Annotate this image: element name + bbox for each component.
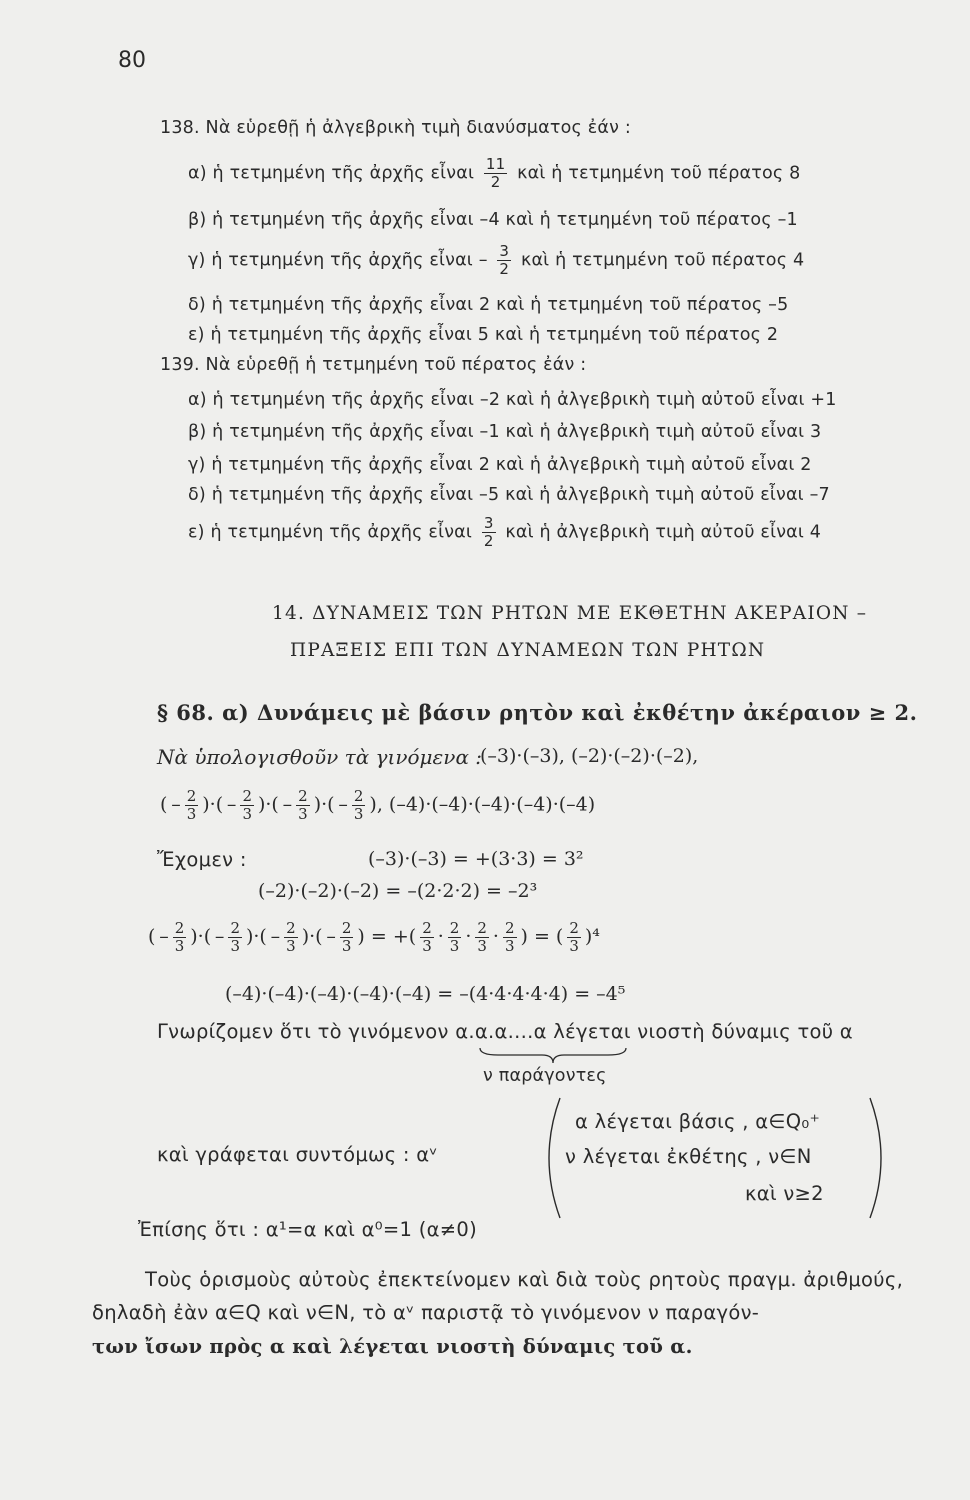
exercise-138-b: β) ἡ τετμημένη τῆς ἀρχῆς εἶναι –4 καὶ ἡ τετμημένη τοῦ πέρατος –1 [188, 210, 798, 230]
definition-written: καὶ γράφεται συντόμως : αᵛ [157, 1143, 438, 1166]
result-4: (–4)·(–4)·(–4)·(–4)·(–4) = –(4·4·4·4·4) = –4⁵ [225, 983, 626, 1005]
results-label: Ἔχομεν : [157, 848, 247, 871]
page-number: 80 [118, 48, 146, 73]
closing-line3: των ἴσων πρὸς α καὶ λέγεται νιοστὴ δύναμις τοῦ α. [92, 1335, 693, 1358]
compute-label: Νὰ ὑπολογισθοῦν τὰ γινόμενα : [157, 745, 483, 769]
fraction: $\frac{11}{2}$ [485, 155, 506, 191]
exercise-138-c: γ) ἡ τετμημένη τῆς ἀρχῆς εἶναι – $\frac{3}{2}$ καὶ ἡ τετμημένη τοῦ πέρατος 4 [188, 242, 805, 278]
right-paren [866, 1095, 896, 1221]
exercise-138-e: ε) ἡ τετμημένη τῆς ἀρχῆς εἶναι 5 καὶ ἡ τετμημένη τοῦ πέρατος 2 [188, 325, 779, 345]
definition-base: α λέγεται βάσις , α∈Q₀⁺ [575, 1110, 821, 1133]
exercise-139-c: γ) ἡ τετμημένη τῆς ἀρχῆς εἶναι 2 καὶ ἡ ἀλγεβρικὴ τιμὴ αὐτοῦ εἶναι 2 [188, 455, 812, 475]
fraction: $\frac{3}{2}$ [499, 242, 510, 278]
exercise-139-d: δ) ἡ τετμημένη τῆς ἀρχῆς εἶναι –5 καὶ ἡ ἀλγεβρικὴ τιμὴ αὐτοῦ εἶναι –7 [188, 485, 830, 505]
definition-known: Γνωρίζομεν ὅτι τὸ γινόμενον α.α.α....α λέγεται νιοστὴ δύναμις τοῦ α [157, 1020, 853, 1043]
compute-row2: ( – $\frac{2}{3}$ )·( – $\frac{2}{3}$ )·( – $\frac{2}{3}$ )·( – $\frac{2}{3}$ ), (–4)·(–4)·(–4)·(–4)·(–4) [160, 787, 596, 823]
result-1: (–3)·(–3) = +(3·3) = 3² [368, 848, 584, 870]
exercise-138-a: α) ἡ τετμημένη τῆς ἀρχῆς εἶναι $\frac{11}{2}$ καὶ ἡ τετμημένη τοῦ πέρατος 8 [188, 155, 801, 191]
exercise-139-e: ε) ἡ τετμημένη τῆς ἀρχῆς εἶναι $\frac{3}{2}$ καὶ ἡ ἀλγεβρικὴ τιμὴ αὐτοῦ εἶναι 4 [188, 514, 822, 550]
definition-condition: καὶ ν≥2 [745, 1182, 824, 1205]
definition-also: Ἐπίσης ὅτι : α¹=α καὶ α⁰=1 (α≠0) [138, 1218, 478, 1241]
exercise-139-intro: 139. Νὰ εὑρεθῇ ἡ τετμημένη τοῦ πέρατος ἐάν : [160, 355, 587, 375]
closing-line1: Τοὺς ὁρισμοὺς αὐτοὺς ἐπεκτείνομεν καὶ διὰ τοὺς ρητοὺς πραγμ. ἀριθμούς, [145, 1268, 904, 1291]
exercise-138-intro: 138. Νὰ εὑρεθῇ ἡ ἀλγεβρικὴ τιμὴ διανύσματος ἐάν : [160, 118, 631, 138]
fraction: $\frac{3}{2}$ [483, 514, 494, 550]
chapter-heading-line1: 14. ΔΥΝΑΜΕΙΣ ΤΩΝ ΡΗΤΩΝ ΜΕ ΕΚΘΕΤΗΝ ΑΚΕΡΑΙΟΝ – [272, 603, 868, 624]
section-title: § 68. α) Δυνάμεις μὲ βάσιν ρητὸν καὶ ἐκθέτην ἀκέραιον ≥ 2. [157, 700, 918, 725]
underbrace [478, 1046, 628, 1066]
result-2: (–2)·(–2)·(–2) = –(2·2·2) = –2³ [258, 880, 538, 902]
chapter-heading-line2: ΠΡΑΞΕΙΣ ΕΠΙ ΤΩΝ ΔΥΝΑΜΕΩΝ ΤΩΝ ΡΗΤΩΝ [290, 640, 766, 661]
closing-line2: δηλαδὴ ἐὰν α∈Q καὶ ν∈N, τὸ αᵛ παριστᾷ τὸ γινόμενον ν παραγόν- [92, 1301, 760, 1324]
factors-label: ν παράγοντες [483, 1066, 607, 1086]
left-paren [534, 1095, 564, 1221]
exercise-139-b: β) ἡ τετμημένη τῆς ἀρχῆς εἶναι –1 καὶ ἡ ἀλγεβρικὴ τιμὴ αὐτοῦ εἶναι 3 [188, 422, 822, 442]
exercise-139-a: α) ἡ τετμημένη τῆς ἀρχῆς εἶναι –2 καὶ ἡ ἀλγεβρικὴ τιμὴ αὐτοῦ εἶναι +1 [188, 390, 837, 410]
result-3: ( – $\frac{2}{3}$ )·( – $\frac{2}{3}$ )·( – $\frac{2}{3}$ )·( – $\frac{2}{3}$ ) = +( $\frac{2}{3}$ · $\frac{2}{3}$ · $\frac{2}{3}$ · $\frac{2}{3}$ ) = ( $\frac{2}{3}$ )⁴ [148, 919, 600, 955]
definition-exponent: ν λέγεται ἐκθέτης , ν∈N [565, 1145, 812, 1168]
exercise-138-d: δ) ἡ τετμημένη τῆς ἀρχῆς εἶναι 2 καὶ ἡ τετμημένη τοῦ πέρατος –5 [188, 295, 789, 315]
compute-row1: (–3)·(–3), (–2)·(–2)·(–2), [480, 745, 699, 767]
